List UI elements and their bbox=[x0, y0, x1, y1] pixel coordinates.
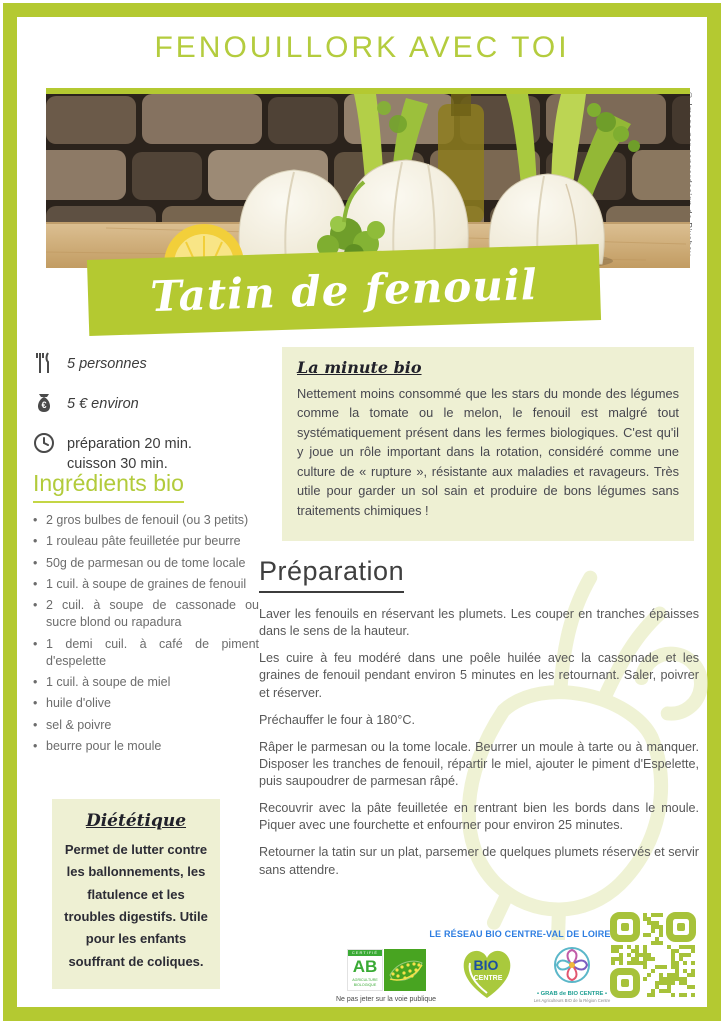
dispose-note: Ne pas jeter sur la voie publique bbox=[336, 996, 437, 1003]
preparation-step: Retourner la tatin sur un plat, parsemer de quelques plumets réservés et servir sans attendre. bbox=[259, 845, 699, 877]
ab-organic-logo bbox=[347, 949, 383, 991]
ingredient-item: • 1 demi cuil. à café de piment d'espelette bbox=[33, 636, 259, 671]
grab-flower-icon bbox=[553, 946, 591, 984]
ingredients-list bbox=[33, 512, 259, 755]
minute-bio-text: Nettement moins consommé que les stars du monde des légumes comme la tomate ou le melon, le fenouil est malgré tout systématiquement présent dans les fermes biologiques. C'est qu'il y joue un rôle important dans la rotation, considéré comme une culture de « rupture », résistante aux maladies et ravageurs. Très utile pour garder un sol sain et produire de bons légumes sans traitements chimiques ! bbox=[297, 386, 679, 518]
ingredient-item: • sel & poivre bbox=[33, 717, 259, 734]
grab-subtitle: Les Agriculteurs BIO de la Région Centre bbox=[533, 998, 611, 1003]
recipe-title: Tatin de fenouil bbox=[149, 259, 539, 321]
ingredient-item: • beurre pour le moule bbox=[33, 738, 259, 755]
fork-knife-icon bbox=[33, 352, 55, 378]
network-label: LE RÉSEAU BIO CENTRE-VAL DE LOIRE bbox=[429, 929, 611, 939]
preparation-step: Recouvrir avec la pâte feuilletée en rentrant bien les bords dans le moule. Piquer avec une fourchette et enfourner pour environ 25 minutes. bbox=[259, 801, 699, 833]
time-row bbox=[33, 432, 258, 475]
dietetique-heading: Diététique bbox=[85, 811, 187, 831]
clock-icon bbox=[33, 432, 55, 458]
qr-code bbox=[609, 911, 697, 999]
preparation-step: Préchauffer le four à 180°C. bbox=[259, 712, 416, 727]
preparation-step: Râper le parmesan ou la tome locale. Beurrer un moule à tarte ou à manquer. Disposer les tranches de fenouil, répartir le miel, ajouter le piment d'Espelette, puis saupoudrer de parmesan râpé. bbox=[259, 739, 699, 788]
minute-bio-heading: La minute bio bbox=[297, 358, 422, 377]
eu-organic-leaf-icon bbox=[384, 949, 426, 991]
dietetique-box bbox=[52, 799, 220, 989]
time-label bbox=[67, 432, 192, 475]
preparation-step: Les cuire à feu modéré dans une poêle huilée avec la cassonade et les graines de fenouil pendant environ 5 minutes en les retournant. Saler, poivrer et réserver. bbox=[259, 651, 699, 700]
svg-text:CENTRE: CENTRE bbox=[473, 975, 503, 982]
preparation-step: Laver les fenouils en réservant les plumets. Les couper en tranches épaisses dans le sens de la hauteur. bbox=[259, 607, 699, 639]
ingredient-item: • 2 gros bulbes de fenouil (ou 3 petits) bbox=[33, 512, 259, 529]
preparation-steps bbox=[259, 606, 699, 879]
svg-text:€: € bbox=[41, 400, 47, 410]
ingredient-item: • 1 rouleau pâte feuilletée pur beurre bbox=[33, 533, 259, 550]
recipe-meta bbox=[33, 352, 258, 489]
money-bag-icon bbox=[33, 392, 55, 418]
page-title: FENOUILLORK AVEC TOI bbox=[154, 31, 570, 64]
ingredients-section bbox=[33, 470, 259, 759]
grab-label: • GRAB de BIO CENTRE • bbox=[536, 991, 608, 997]
dietetique-text: Permet de lutter contre les ballonnements, les flatulence et les troubles digestifs. Utile pour les enfants souffrant de coliques. bbox=[64, 842, 208, 969]
bio-centre-logo bbox=[460, 944, 514, 1002]
ab-certifie-text: CERTIFIÉ bbox=[348, 950, 382, 956]
ingredient-item: • huile d'olive bbox=[33, 695, 259, 712]
ab-subtitle: AGRICULTURE BIOLOGIQUE bbox=[352, 978, 378, 987]
cost-label: 5 € environ bbox=[67, 396, 139, 412]
prep-time: préparation 20 min. bbox=[67, 436, 192, 452]
ingredient-item: • 2 cuil. à soupe de cassonade ou sucre blond ou rapadura bbox=[33, 597, 259, 632]
servings-label: 5 personnes bbox=[67, 356, 147, 372]
minute-bio-box bbox=[282, 347, 694, 541]
svg-text:BIO: BIO bbox=[473, 957, 499, 973]
ab-label: AB bbox=[352, 957, 378, 976]
fennel-photo-illustration bbox=[46, 94, 690, 268]
grab-bio-centre-logo bbox=[532, 946, 612, 1003]
cost-row bbox=[33, 392, 258, 418]
fennel-photo bbox=[46, 88, 690, 268]
recipe-title-banner bbox=[87, 244, 601, 336]
preparation-section bbox=[259, 556, 699, 889]
ingredient-item: • 1 cuil. à soupe de miel bbox=[33, 674, 259, 691]
cook-time: cuisson 30 min. bbox=[67, 456, 168, 473]
ingredients-heading: Ingrédients bio bbox=[33, 470, 184, 503]
ingredient-item: • 1 cuil. à soupe de graines de fenouil bbox=[33, 576, 259, 593]
preparation-heading: Préparation bbox=[259, 556, 404, 593]
ingredient-item: • 50g de parmesan ou de tome locale bbox=[33, 555, 259, 572]
servings-row bbox=[33, 352, 258, 378]
